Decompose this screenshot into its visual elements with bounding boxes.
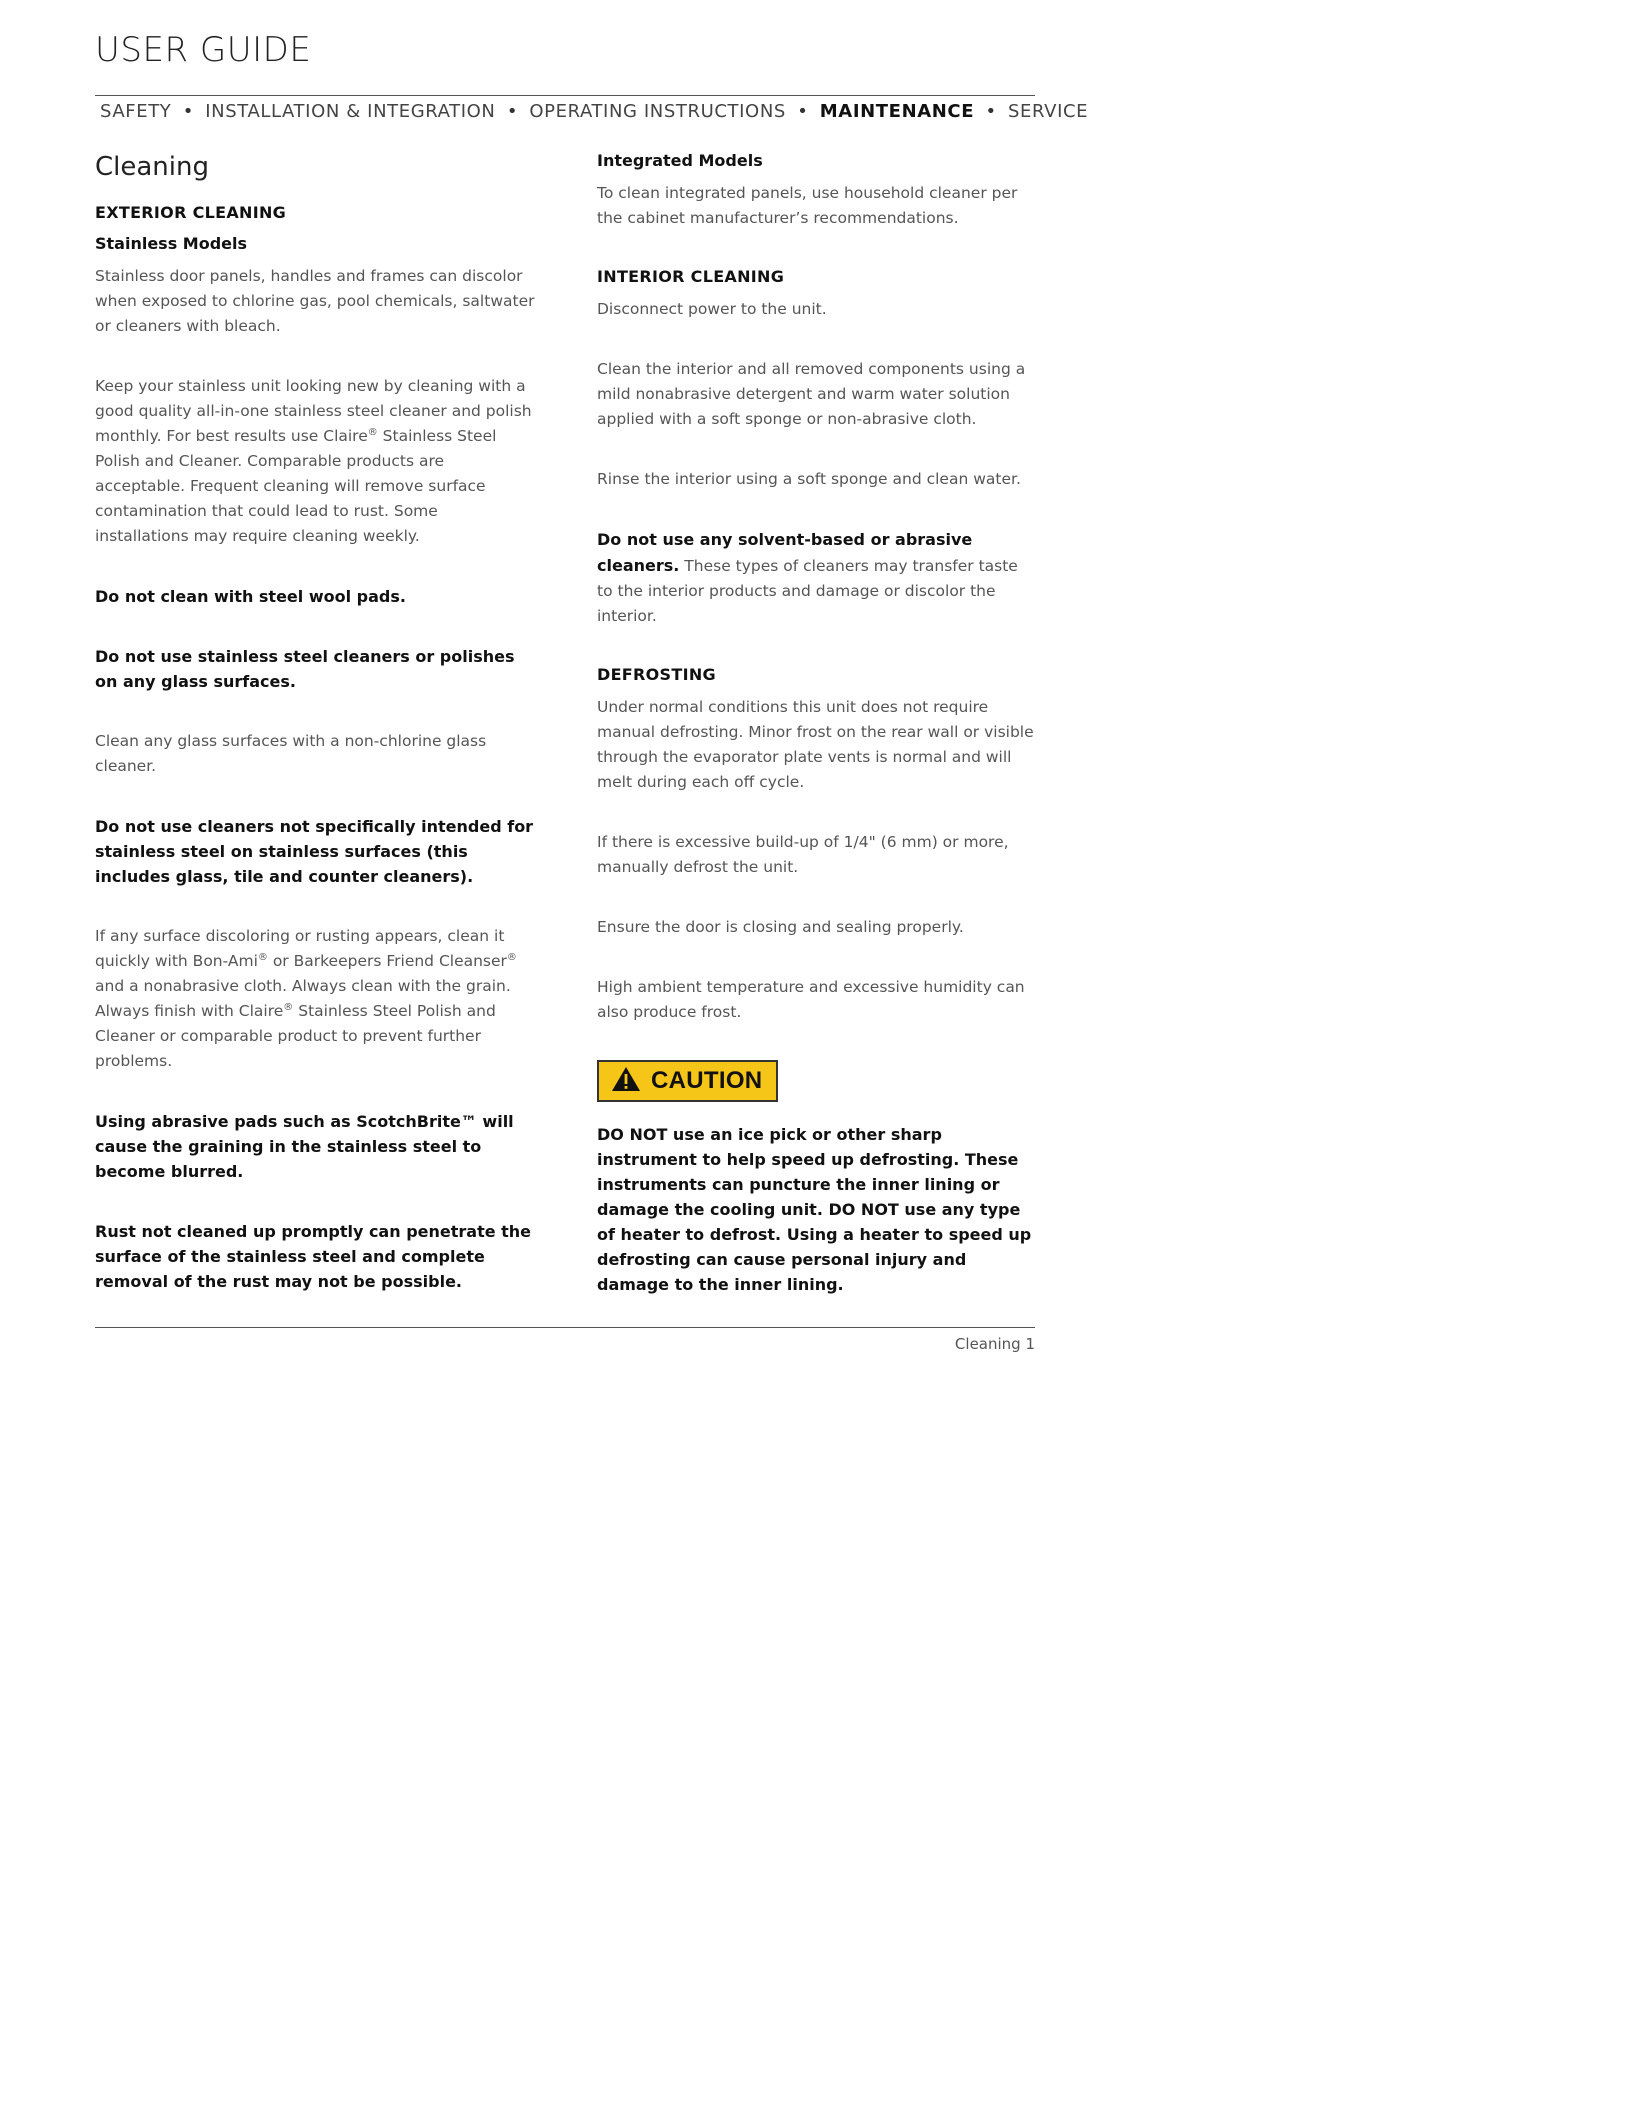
- right-column: [597, 150, 1037, 1297]
- page-footer: Cleaning 1: [954, 1335, 1035, 1353]
- nav-item-maintenance[interactable]: MAINTENANCE: [819, 101, 975, 122]
- disconnect-paragraph: Disconnect power to the unit.: [597, 300, 827, 318]
- rust-warning: Rust not cleaned up promptly can penetrate the surface of the stainless steel and complete removal of the rust may not be possible.: [95, 1222, 532, 1291]
- section-nav: [100, 101, 1089, 122]
- rinse-paragraph: Rinse the interior using a soft sponge and clean water.: [597, 470, 1021, 488]
- interior-cleaning-heading: INTERIOR CLEANING: [597, 267, 785, 286]
- defrost-paragraph-1: Under normal conditions this unit does not require manual defrosting. Minor frost on the rear wall or visible through the evaporator plate vents is normal and will melt during each off cycle.: [597, 698, 1034, 791]
- page-title: USER GUIDE: [95, 30, 312, 70]
- left-column: [95, 150, 535, 1294]
- caution-text: DO NOT use an ice pick or other sharp instrument to help speed up defrosting. These instruments can puncture the inner lining or damage the cooling unit. DO NOT use any type of heater to defrost. Using a heater to speed up defrosting can cause personal injury and damage to the inner lining.: [597, 1125, 1032, 1294]
- abrasive-pads-warning: Using abrasive pads such as ScotchBrite™ will cause the graining in the stainless steel to become blurred.: [95, 1112, 514, 1181]
- nav-separator: •: [797, 101, 809, 122]
- bottom-divider: [95, 1327, 1035, 1328]
- clean-interior-paragraph: Clean the interior and all removed components using a mild nonabrasive detergent and warm water solution applied with a soft sponge or non-abrasive cloth.: [597, 360, 1026, 428]
- solvent-paragraph: Do not use any solvent-based or abrasive cleaners. These types of cleaners may transfer taste to the interior products and damage or discolor the interior.: [597, 530, 1018, 625]
- nav-separator: •: [506, 101, 519, 122]
- exterior-cleaning-heading: EXTERIOR CLEANING: [95, 203, 287, 222]
- top-divider: [95, 95, 1035, 96]
- defrost-paragraph-4: High ambient temperature and excessive humidity can also produce frost.: [597, 978, 1025, 1021]
- warning-triangle-icon: [611, 1066, 641, 1096]
- defrost-paragraph-3: Ensure the door is closing and sealing properly.: [597, 918, 964, 936]
- defrost-paragraph-2: If there is excessive build-up of 1/4" (6 mm) or more, manually defrost the unit.: [597, 833, 1009, 876]
- nav-item-installation[interactable]: INSTALLATION & INTEGRATION: [205, 101, 496, 122]
- glass-cleaner-paragraph: Clean any glass surfaces with a non-chlorine glass cleaner.: [95, 732, 487, 775]
- nav-item-safety[interactable]: SAFETY: [100, 101, 172, 122]
- integrated-paragraph: To clean integrated panels, use household cleaner per the cabinet manufacturer’s recommendations.: [597, 184, 1018, 227]
- nav-item-operating[interactable]: OPERATING INSTRUCTIONS: [529, 101, 786, 122]
- discolor-paragraph: Stainless door panels, handles and frames can discolor when exposed to chlorine gas, pool chemicals, saltwater or cleaners with bleach.: [95, 267, 535, 335]
- steel-wool-warning: Do not clean with steel wool pads.: [95, 587, 406, 606]
- glass-surfaces-warning: Do not use stainless steel cleaners or polishes on any glass surfaces.: [95, 647, 515, 691]
- cleaners-warning: Do not use cleaners not specifically intended for stainless steel on stainless surfaces (this includes glass, tile and counter cleaners).: [95, 817, 534, 886]
- caution-badge: [597, 1060, 778, 1102]
- stainless-models-heading: Stainless Models: [95, 234, 248, 253]
- nav-separator: •: [985, 101, 997, 122]
- caution-label: CAUTION: [651, 1067, 763, 1094]
- section-title: Cleaning: [95, 152, 209, 182]
- defrosting-heading: DEFROSTING: [597, 665, 716, 684]
- nav-separator: •: [182, 101, 194, 122]
- rust-paragraph: If any surface discoloring or rusting appears, clean it quickly with Bon-Ami® or Barkeepers Friend Cleanser® and a nonabrasive cloth. Always clean with the grain. Always finish with Claire® Stainless Steel Polish and Cleaner or comparable product to prevent further problems.: [95, 927, 517, 1070]
- nav-item-service[interactable]: SERVICE: [1008, 101, 1089, 122]
- polish-paragraph: Keep your stainless unit looking new by cleaning with a good quality all-in-one stainless steel cleaner and polish monthly. For best results use Claire® Stainless Steel Polish and Cleaner. Comparable products are acceptable. Frequent cleaning will remove surface contamination that could lead to rust. Some installations may require cleaning weekly.: [95, 377, 532, 545]
- integrated-models-heading: Integrated Models: [597, 151, 763, 170]
